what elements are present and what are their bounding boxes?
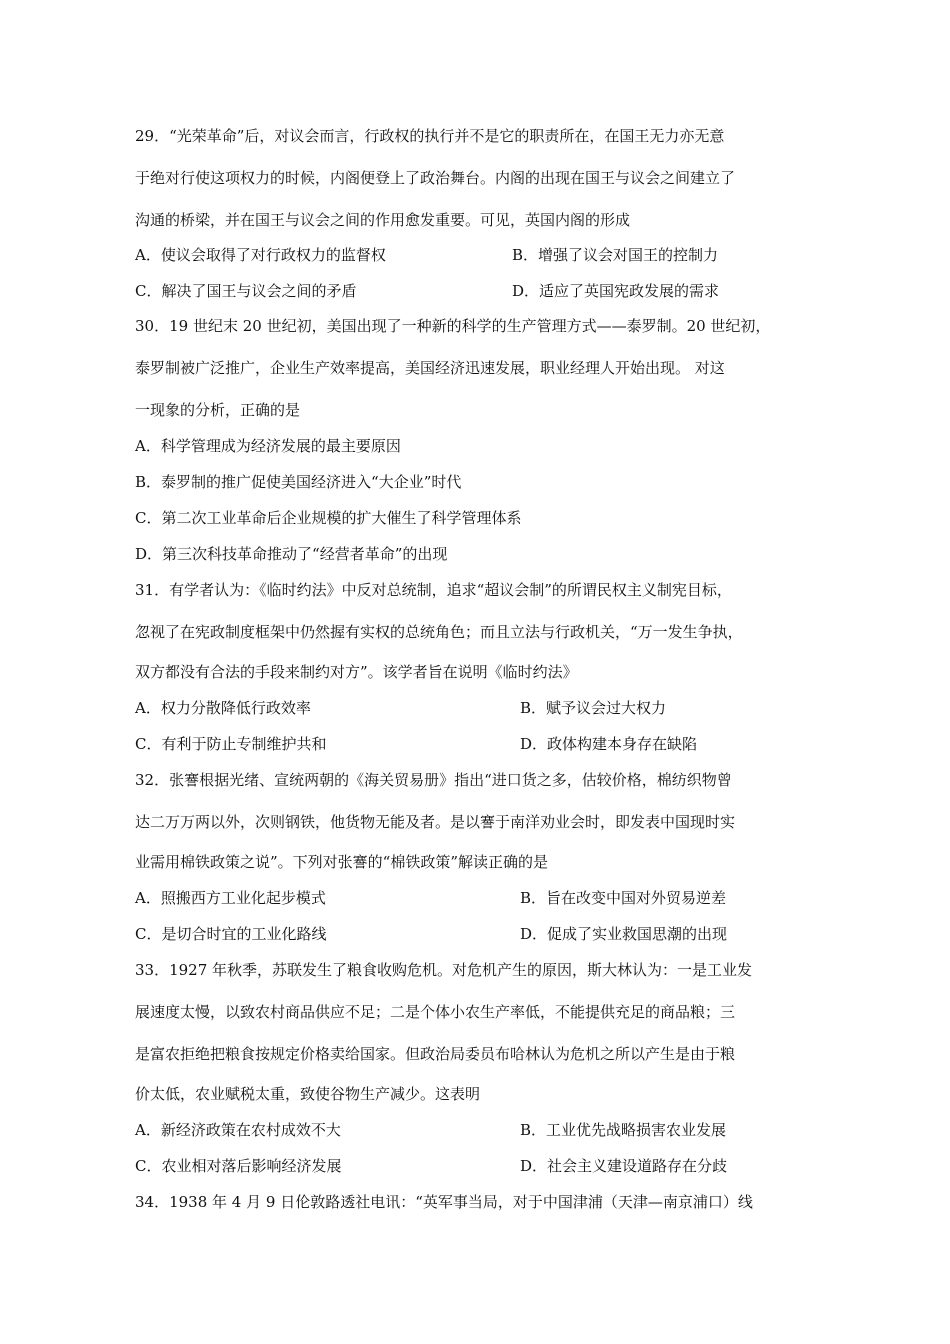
question-29-option-b: B．增强了议会对国王的控制力 bbox=[512, 246, 719, 264]
question-32-stem-line-3: 业需用棉铁政策之说”。下列对张謇的“棉铁政策”解读正确的是 bbox=[135, 853, 549, 871]
question-29-option-a: A．使议会取得了对行政权力的监督权 bbox=[135, 246, 386, 264]
question-30-option-a: A．科学管理成为经济发展的最主要原因 bbox=[135, 437, 401, 455]
question-31-stem-line-1: 31．有学者认为：《临时约法》中反对总统制，追求“超议会制”的所谓民权主义制宪目标， bbox=[135, 581, 732, 599]
question-29-stem-line-3: 沟通的桥梁，并在国王与议会之间的作用愈发重要。可见，英国内阁的形成 bbox=[135, 211, 631, 229]
question-32-stem-line-1: 32．张謇根据光绪、宣统两朝的《海关贸易册》指出“进口货之多，估较价格，棉纺织物曾 bbox=[135, 771, 732, 789]
question-32-option-c: C．是切合时宜的工业化路线 bbox=[135, 925, 327, 943]
question-33-stem-line-4: 价太低，农业赋税太重，致使谷物生产减少。这表明 bbox=[135, 1085, 481, 1103]
question-29-option-d: D．适应了英国宪政发展的需求 bbox=[512, 282, 720, 300]
question-30-stem-line-1: 30．19 世纪末 20 世纪初，美国出现了一种新的科学的生产管理方式——泰罗制。20 世纪初， bbox=[135, 317, 771, 335]
question-31-stem-line-2: 忽视了在宪政制度框架中仍然握有实权的总统角色；而且立法与行政机关，“万一发生争执， bbox=[135, 623, 743, 641]
question-33-option-d: D．社会主义建设道路存在分歧 bbox=[520, 1157, 728, 1175]
question-32-stem-line-2: 达二万万两以外，次则钢铁，他货物无能及者。是以謇于南洋劝业会时，即发表中国现时实 bbox=[135, 813, 736, 831]
question-30-option-b: B．泰罗制的推广促使美国经济进入“大企业”时代 bbox=[135, 473, 462, 491]
question-33-option-b: B．工业优先战略损害农业发展 bbox=[520, 1121, 727, 1139]
question-34-stem-line-1: 34．1938 年 4 月 9 日伦敦路透社电讯：“英军事当局，对于中国津浦（天津—南京浦口）线 bbox=[135, 1193, 753, 1211]
question-30-stem-line-3: 一现象的分析，正确的是 bbox=[135, 401, 301, 419]
question-33-option-c: C．农业相对落后影响经济发展 bbox=[135, 1157, 342, 1175]
question-29-stem-line-1: 29．“光荣革命”后，对议会而言，行政权的执行并不是它的职责所在，在国王无力亦无意 bbox=[135, 127, 725, 145]
question-31-option-d: D．政体构建本身存在缺陷 bbox=[520, 735, 698, 753]
question-32-option-b: B．旨在改变中国对外贸易逆差 bbox=[520, 889, 727, 907]
question-31-option-b: B．赋予议会过大权力 bbox=[520, 699, 667, 717]
question-31-option-c: C．有利于防止专制维护共和 bbox=[135, 735, 327, 753]
question-33-option-a: A．新经济政策在农村成效不大 bbox=[135, 1121, 341, 1139]
question-29-option-c: C．解决了国王与议会之间的矛盾 bbox=[135, 282, 357, 300]
question-30-option-d: D．第三次科技革命推动了“经营者革命”的出现 bbox=[135, 545, 448, 563]
question-33-stem-line-1: 33．1927 年秋季，苏联发生了粮食收购危机。对危机产生的原因，斯大林认为：一是工业发 bbox=[135, 961, 753, 979]
question-30-stem-line-2: 泰罗制被广泛推广，企业生产效率提高，美国经济迅速发展，职业经理人开始出现。 对这 bbox=[135, 359, 725, 377]
question-33-stem-line-2: 展速度太慢，以致农村商品供应不足；二是个体小农生产率低，不能提供充足的商品粮；三 bbox=[135, 1003, 736, 1021]
question-32-option-d: D．促成了实业救国思潮的出现 bbox=[520, 925, 728, 943]
question-33-stem-line-3: 是富农拒绝把粮食按规定价格卖给国家。但政治局委员布哈林认为危机之所以产生是由于粮 bbox=[135, 1045, 736, 1063]
question-32-option-a: A．照搬西方工业化起步模式 bbox=[135, 889, 326, 907]
question-31-option-a: A．权力分散降低行政效率 bbox=[135, 699, 311, 717]
question-30-option-c: C．第二次工业革命后企业规模的扩大催生了科学管理体系 bbox=[135, 509, 522, 527]
question-29-stem-line-2: 于绝对行使这项权力的时候，内阁便登上了政治舞台。内阁的出现在国王与议会之间建立了 bbox=[135, 169, 736, 187]
question-31-stem-line-3: 双方都没有合法的手段来制约对方”。该学者旨在说明《临时约法》 bbox=[135, 663, 578, 681]
